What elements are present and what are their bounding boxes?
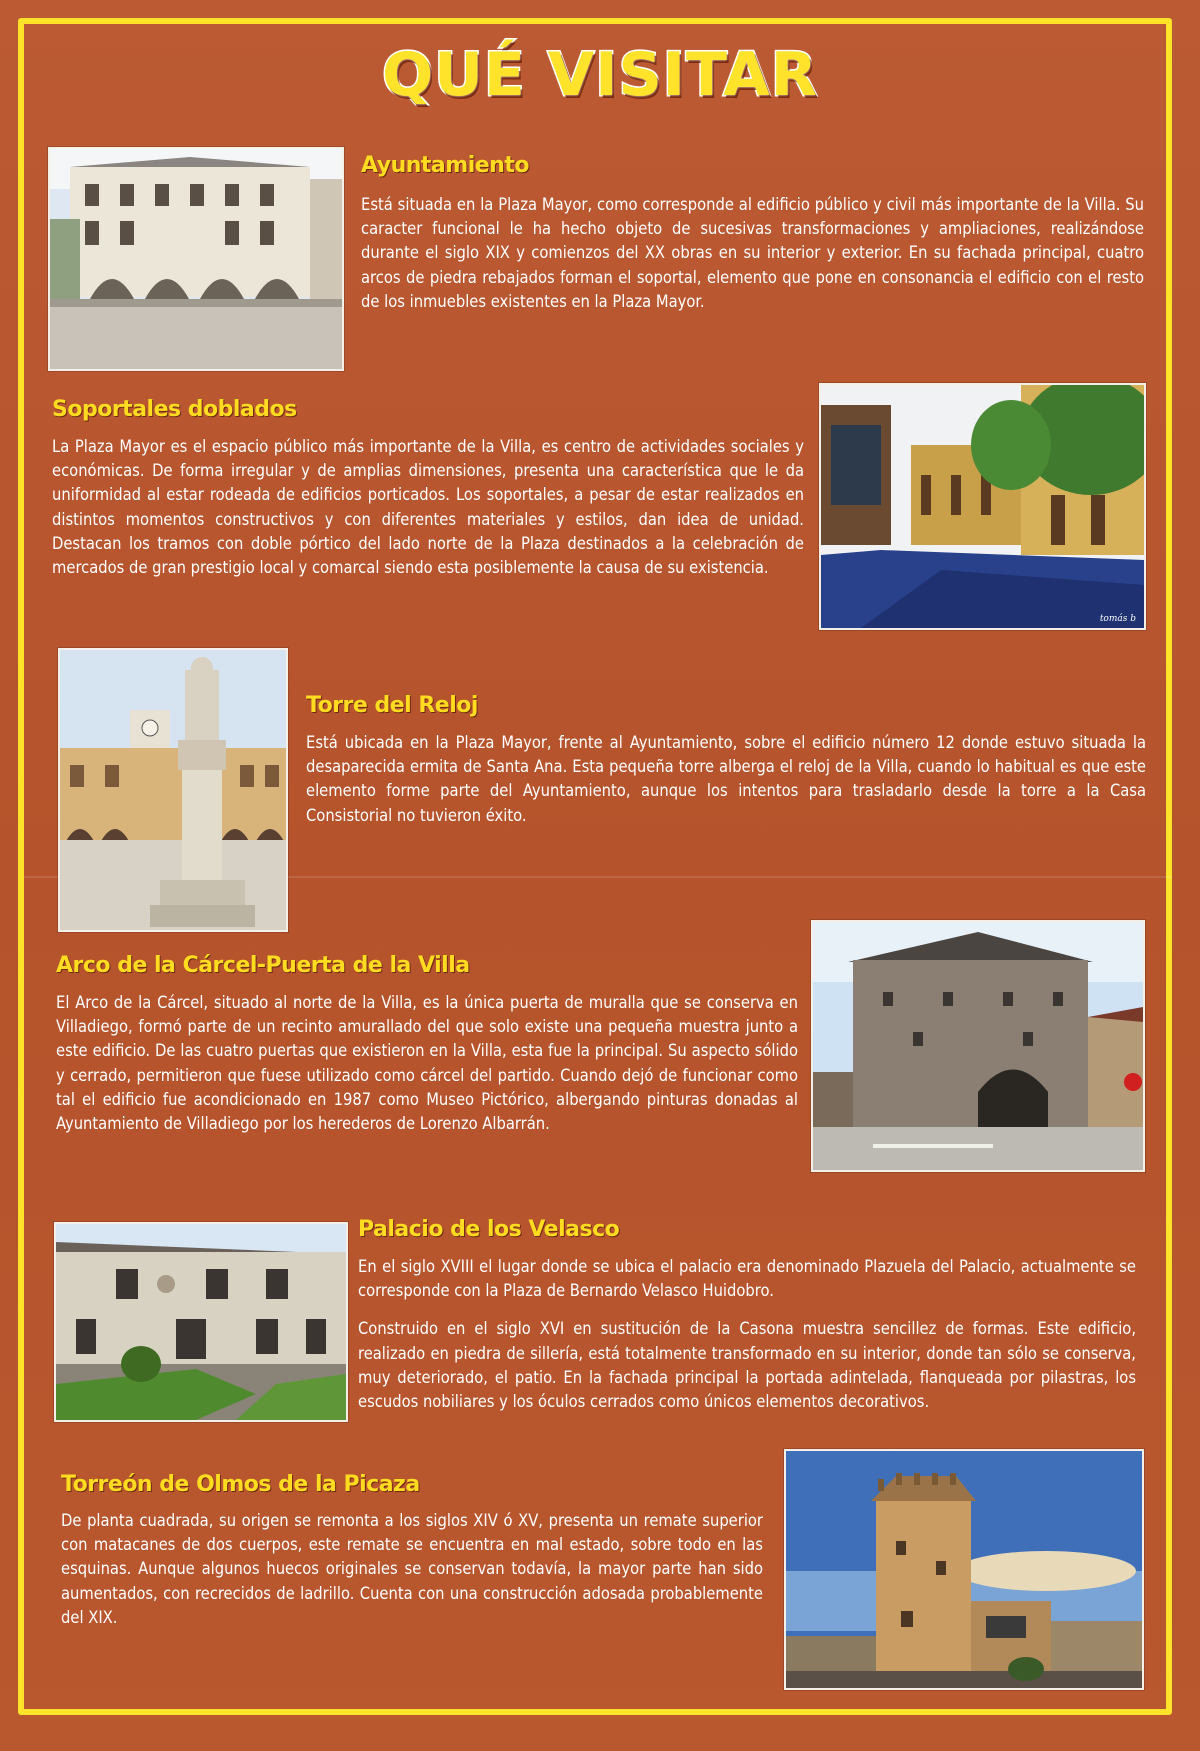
paragraph: Está ubicada en la Plaza Mayor, frente al Ayuntamiento, sobre el edificio número 12 donde estuvo situada la desaparecida ermita de Santa Ana. Esta pequeña torre alberga el reloj de la Villa, cuando lo habitual es que este elemento forme parte del Ayuntamiento, aunque los intentos para trasladarlo desde la torre a la Casa Consistorial no tuvieron éxito. xyxy=(306,733,1146,825)
section-text-palacio-velasco xyxy=(358,1255,1136,1428)
paragraph: La Plaza Mayor es el espacio público más importante de la Villa, es centro de actividades sociales y económicas. De forma irregular y de amplias dimensiones, presenta una característica que le da uniformidad al estar rodeada de edificios porticados. Los soportales, a pesar de estar realizados en distintos momentos constructivos y con diferentes materiales y estilos, dan idea de unidad. Destacan los tramos con doble pórtico del lado norte de la Plaza destinados a la celebración de mercados de gran prestigio local y comarcal siendo esta posiblemente la causa de su existencia. xyxy=(52,437,804,578)
photo-torreon-olmos xyxy=(784,1449,1144,1690)
section-heading-ayuntamiento: Ayuntamiento xyxy=(361,153,529,178)
paragraph: De planta cuadrada, su origen se remonta a los siglos XIV ó XV, presenta un remate superior con matacanes de dos cuerpos, este remate se encuentra en mal estado, sobre todo en las esquinas. Aunque algunos huecos originales se conservan todavía, la mayor parte han sido aumentados, con recrecidos de ladrillo. Cuenta con una construcción adosada probablemente del XIX. xyxy=(61,1511,763,1627)
section-text-soportales xyxy=(52,435,804,594)
photo-ayuntamiento xyxy=(48,147,344,371)
paragraph: Construido en el siglo XVI en sustitución de la Casona muestra sencillez de formas. Este edificio, realizado en piedra de sillería, está totalmente transformado en su interior, donde tan sólo se conserva, muy deteriorado, el patio. En la fachada principal la portada adintelada, flanqueada por pilastras, los escudos nobiliares y los óculos cerrados como únicos elementos decorativos. xyxy=(358,1319,1136,1412)
photo-soportales xyxy=(819,383,1146,630)
section-heading-soportales: Soportales doblados xyxy=(52,397,297,422)
paragraph: Está situada en la Plaza Mayor, como corresponde al edificio público y civil más importante de la Villa. Su caracter funcional le ha hecho objeto de sucesivas transformaciones y ampliaciones, realizándose durante el siglo XIX y comienzos del XX obras en su interior y exterior. En su fachada principal, cuatro arcos de piedra rebajados forman el soportal, elemento que pone en consonancia el edificio con el resto de los inmuebles existentes en la Plaza Mayor. xyxy=(361,195,1144,311)
section-text-torreon-olmos xyxy=(61,1509,763,1644)
section-heading-torreon-olmos: Torreón de Olmos de la Picaza xyxy=(61,1472,420,1497)
section-text-torre-reloj xyxy=(306,731,1146,842)
section-text-ayuntamiento xyxy=(361,193,1144,328)
paragraph: El Arco de la Cárcel, situado al norte de la Villa, es la única puerta de muralla que se conserva en Villadiego, formó parte de un recinto amurallado del que solo existe una pequeña muestra junto a este edificio. De las cuatro puertas que existieron en la Villa, esta fue la principal. Su aspecto sólido y cerrado, permitieron que fuese utilizado como cárcel del partido. Cuando dejó de funcionar como tal el edificio fue acondicionado en 1987 como Museo Pictórico, albergando pinturas donadas al Ayuntamiento de Villadiego por los herederos de Lorenzo Albarrán. xyxy=(56,993,798,1134)
photo-torre-reloj xyxy=(58,648,288,932)
section-heading-palacio-velasco: Palacio de los Velasco xyxy=(358,1217,620,1242)
paragraph: En el siglo XVIII el lugar donde se ubica el palacio era denominado Plazuela del Palacio, actualmente se corresponde con la Plaza de Bernardo Velasco Huidobro. xyxy=(358,1257,1136,1301)
photo-palacio-velasco xyxy=(54,1222,348,1422)
section-heading-arco-carcel: Arco de la Cárcel-Puerta de la Villa xyxy=(56,953,470,978)
page-title: QUÉ VISITAR xyxy=(382,40,818,110)
photo-arco-carcel xyxy=(811,920,1145,1172)
section-text-arco-carcel xyxy=(56,991,798,1150)
photo-credit: tomás b xyxy=(1099,614,1136,624)
section-heading-torre-reloj: Torre del Reloj xyxy=(306,693,478,718)
